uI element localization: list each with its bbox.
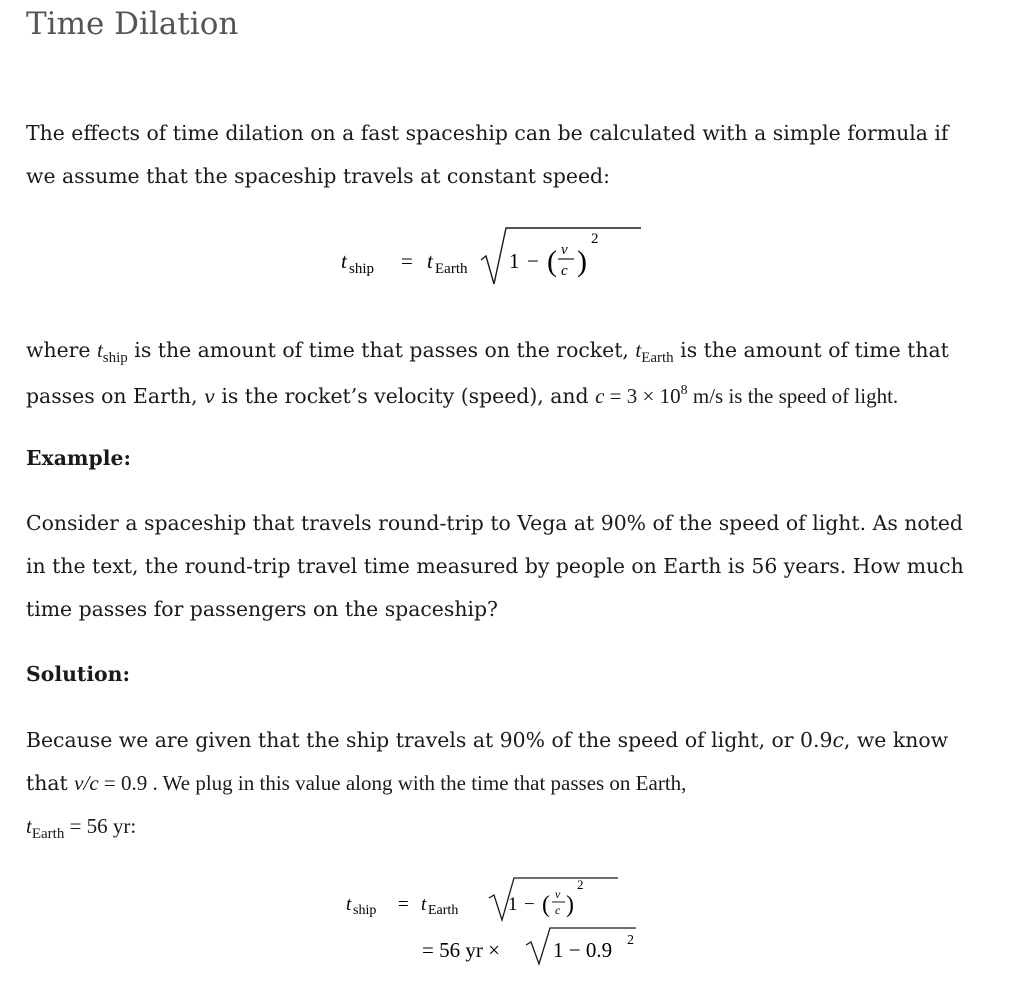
intro-paragraph: [26, 112, 1011, 198]
t-earth-inline: $t_{Earth}$: [635, 338, 674, 366]
one-digit-2: 1: [508, 894, 518, 915]
equals-sign-2: =: [398, 894, 409, 915]
intro-line-1: The effects of time dilation on a fast spaceship can be calculated with a simple formula if: [26, 121, 949, 145]
t-ship-symbol: t: [341, 249, 347, 273]
worked-result-inner: 1 − 0.9: [553, 938, 613, 962]
ship-subscript-2: ship: [353, 903, 377, 918]
where-paragraph: [26, 329, 1011, 421]
ship-subscript: ship: [349, 261, 375, 277]
minus-sign: −: [527, 249, 539, 273]
c-inline: c: [595, 384, 605, 408]
example-heading: Example:: [26, 446, 131, 470]
solution-heading: Solution:: [26, 662, 131, 686]
worked-formula: [346, 872, 646, 967]
t-earth-symbol-2: t: [421, 894, 427, 915]
where-text-1: where: [26, 338, 97, 362]
v-numerator: v: [561, 242, 568, 258]
t-ship-inline: $t_{ship}$: [96, 338, 128, 366]
solution-c: c: [832, 728, 844, 752]
v-inline: v: [204, 386, 215, 408]
where-text-4: passes on Earth,: [26, 384, 205, 408]
intro-line-2: we assume that the spaceship travels at constant speed:: [26, 164, 610, 188]
t-ship-symbol-2: t: [346, 894, 352, 915]
v-over-c-inline: v/c: [74, 771, 99, 795]
left-paren: (: [547, 245, 557, 278]
v-numerator-2: v: [555, 887, 561, 901]
exponent-two: 2: [591, 231, 599, 247]
equals-sign: =: [401, 249, 413, 273]
solution-text-1: Because we are given that the ship travels at 90% of the speed of light, or 0.9: [26, 728, 833, 752]
c-denominator-2: c: [555, 903, 561, 917]
example-line-3: time passes for passengers on the spaceship?: [26, 597, 498, 621]
t-earth-inline-2: $t_{Earth}$: [26, 814, 65, 842]
speed-of-light-value: = 3 × 10: [604, 384, 681, 408]
exponent-two-2: 2: [577, 877, 584, 892]
one-digit: 1: [509, 249, 520, 273]
solution-text-2a: that: [26, 771, 75, 795]
where-text-3: is the amount of time that: [673, 338, 949, 362]
where-text-2: is the amount of time that passes on the rocket,: [127, 338, 636, 362]
where-text-5: is the rocket’s velocity (speed), and: [214, 384, 596, 408]
right-paren: ): [577, 245, 587, 278]
time-dilation-formula: [341, 222, 641, 290]
worked-result-prefix: = 56 yr ×: [422, 938, 500, 962]
example-line-2: in the text, the round-trip travel time measured by people on Earth is 56 years. How much: [26, 554, 964, 578]
solution-paragraph: [26, 719, 1011, 851]
speed-of-light-exponent: 8: [680, 383, 688, 398]
where-text-7: m/s is the speed of light.: [687, 384, 899, 408]
page-title: Time Dilation: [26, 6, 239, 42]
solution-text-1-end: , we know: [843, 728, 949, 752]
c-denominator: c: [561, 263, 568, 279]
t-earth-symbol: t: [427, 249, 433, 273]
earth-subscript-2: Earth: [428, 903, 459, 918]
left-paren-2: (: [542, 892, 550, 918]
earth-subscript: Earth: [435, 261, 468, 277]
example-paragraph: [26, 502, 1011, 631]
solution-text-2b: = 0.9 . We plug in this value along with the time that passes on Earth,: [98, 771, 687, 795]
minus-sign-2: −: [524, 894, 535, 915]
right-paren-2: ): [566, 892, 574, 918]
t-earth-value: = 56 yr:: [64, 814, 137, 838]
example-line-1: Consider a spaceship that travels round-trip to Vega at 90% of the speed of light. As noted: [26, 511, 963, 535]
worked-result-exponent: 2: [627, 933, 634, 948]
